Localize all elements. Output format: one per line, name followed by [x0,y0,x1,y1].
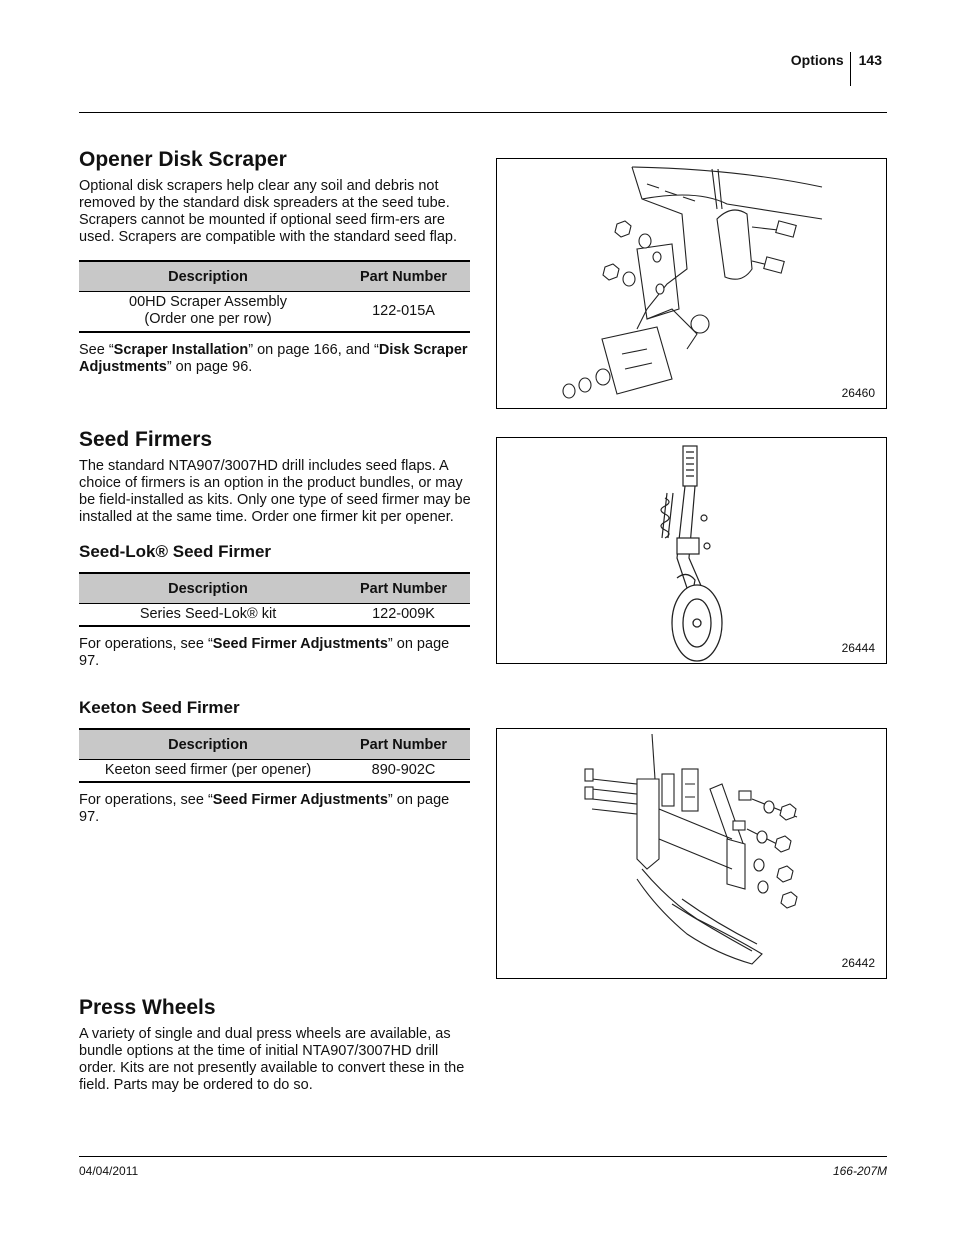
opener-disk-scraper-section [79,148,471,376]
figure-disk-scraper [496,158,887,409]
link-scraper-installation[interactable]: Scraper Installation [113,342,249,358]
firmers-title: Seed Firmers [79,428,213,451]
opener-body: Optional disk scrapers help clear any soil and debris not removed by the standard disk spreaders at the seed tube. Scrapers cannot be mounted if optional seed firm-ers are used. Scrapers are compatible with the standard seed flap. [79,178,458,245]
seedlok-ops-text: For operations, see “Seed Firmer Adjustments” on page 97. [79,636,450,669]
seed-firmers-section [79,428,471,826]
row-description: Keeton seed firmer (per opener) [79,760,337,783]
figure-number: 26460 [841,386,875,400]
link-disk-scraper-adjustments[interactable]: Disk Scraper Adjustments [79,342,468,375]
col-part-number: Part Number [337,573,470,604]
col-description: Description [79,573,337,604]
row-part-number: 122-009K [337,604,470,627]
keeton-title: Keeton Seed Firmer [79,698,240,717]
figure-keeton-firmer [496,728,887,979]
row-description: Series Seed-Lok® kit [79,604,337,627]
page-number: 143 [858,52,882,68]
table-row [79,604,470,627]
row-description [79,292,337,333]
keeton-ops-text: For operations, see “Seed Firmer Adjustments” on page 97. [79,792,450,825]
col-description: Description [79,729,337,760]
header-divider [850,52,851,86]
opener-parts-table [79,260,470,333]
link-seed-firmer-adjustments[interactable]: Seed Firmer Adjustments [212,636,388,652]
section-name: Options [790,52,844,68]
footer-doc-number: 166-207M [832,1164,887,1178]
footer-date: 04/04/2011 [79,1164,139,1178]
header-rule [79,112,887,113]
seed-lok-illustration [497,438,886,663]
row-description-line2: (Order one per row) [144,311,272,327]
link-seed-firmer-adjustments[interactable]: Seed Firmer Adjustments [212,792,388,808]
col-part-number: Part Number [337,729,470,760]
row-description-line1: 00HD Scraper Assembly [129,294,287,310]
opener-title: Opener Disk Scraper [79,148,287,171]
press-wheels-section [79,996,471,1094]
disk-scraper-illustration [497,159,886,408]
figure-number: 26442 [841,956,875,970]
col-part-number: Part Number [337,261,470,292]
footer-rule [79,1156,887,1157]
opener-see-text: See “Scraper Installation” on page 166, and “Disk Scraper Adjustments” on page 96. [79,342,468,375]
table-row [79,292,470,333]
row-part-number: 890-902C [337,760,470,783]
keeton-illustration [497,729,886,978]
figure-seed-lok-firmer [496,437,887,664]
firmers-body: The standard NTA907/3007HD drill includes seed flaps. A choice of firmers is an option in the product bundles, or may be field-installed as kits. Only one type of seed firmer may be installed at the same time. Order one firmer kit per opener. [79,458,471,525]
col-description: Description [79,261,337,292]
press-body: A variety of single and dual press wheels are available, as bundle options at the time of initial NTA907/3007HD drill order. Kits are not presently available to convert these in the field. Parts may be ordered to do so. [79,1026,465,1093]
row-part-number: 122-015A [337,292,470,333]
figure-number: 26444 [841,641,875,655]
keeton-parts-table [79,728,470,783]
table-row [79,760,470,783]
page-header [791,52,882,86]
seedlok-parts-table [79,572,470,627]
seedlok-title: Seed-Lok® Seed Firmer [79,542,272,561]
press-title: Press Wheels [79,996,216,1019]
